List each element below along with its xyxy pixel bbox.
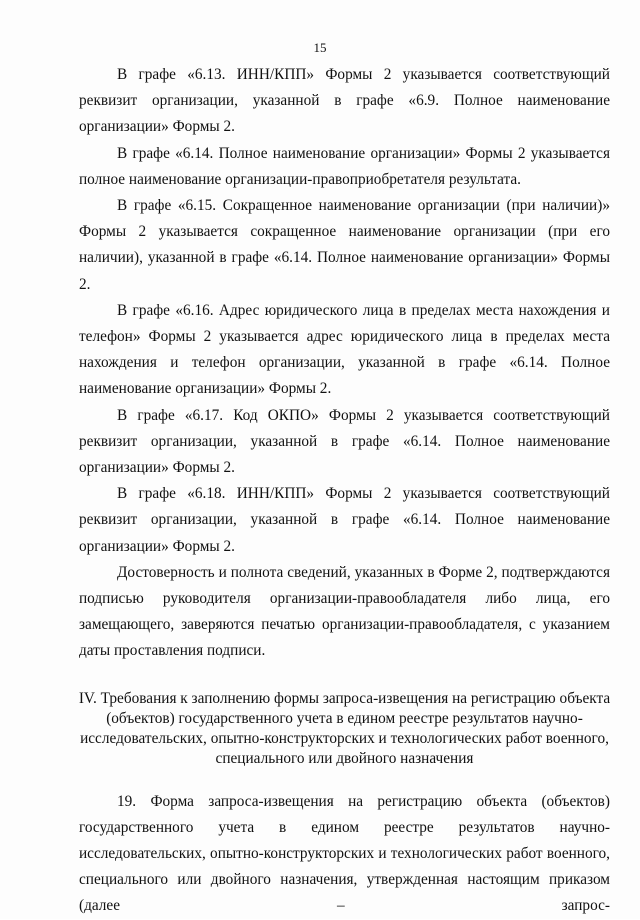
paragraph-6-15: В графе «6.15. Сокращенное наименование организации (при наличии)» Формы 2 указывается сокращенное наименование организации (при его наличии), указанной в графе «6.14. Полное наименование организации» Формы 2. xyxy=(79,197,610,293)
paragraph-6-14: В графе «6.14. Полное наименование организации» Формы 2 указывается полное наименование организации-правоприобретателя результата. xyxy=(79,144,610,188)
paragraph-6-18: В графе «6.18. ИНН/КПП» Формы 2 указывается соответствующий реквизит организации, указанной в графе «6.14. Полное наименование организации» Формы 2. xyxy=(79,485,610,555)
section-heading: IV. Требования к заполнению формы запроса-извещения на регистрацию объекта (объектов) государственного учета в едином реестре результатов научно-исследовательских, опытно-конструкторских и технологических работ военного, специального или двойного назначения xyxy=(78,689,611,767)
paragraph-6-17: В графе «6.17. Код ОКПО» Формы 2 указывается соответствующий реквизит организации, указанной в графе «6.14. Полное наименование организации» Формы 2. xyxy=(79,406,610,477)
page-number: 15 xyxy=(313,40,327,55)
paragraph-6-13: В графе «6.13. ИНН/КПП» Формы 2 указывается соответствующий реквизит организации, указанной в графе «6.9. Полное наименование организации» Формы 2. xyxy=(79,66,610,136)
document-body xyxy=(79,62,610,920)
paragraph-19: 19. Форма запроса-извещения на регистрацию объекта (объектов) государственного учета в едином реестре результатов научно-исследовательских, опытно-конструкторских и технологических работ военного, специального или двойного назначения, утвержденная настоящим приказом (далее – запрос- xyxy=(79,792,610,915)
paragraph-6-16: В графе «6.16. Адрес юридического лица в пределах места нахождения и телефон» Формы 2 указывается адрес юридического лица в пределах места нахождения и телефон организации, указанной в графе «6.14. Полное наименование организации» Формы 2. xyxy=(79,301,610,398)
paragraph-certification: Достоверность и полнота сведений, указанных в Форме 2, подтверждаются подписью руководителя организации-правообладателя либо лица, его замещающего, заверяются печатью организации-правообладателя, с указанием даты проставления подписи. xyxy=(79,563,610,660)
